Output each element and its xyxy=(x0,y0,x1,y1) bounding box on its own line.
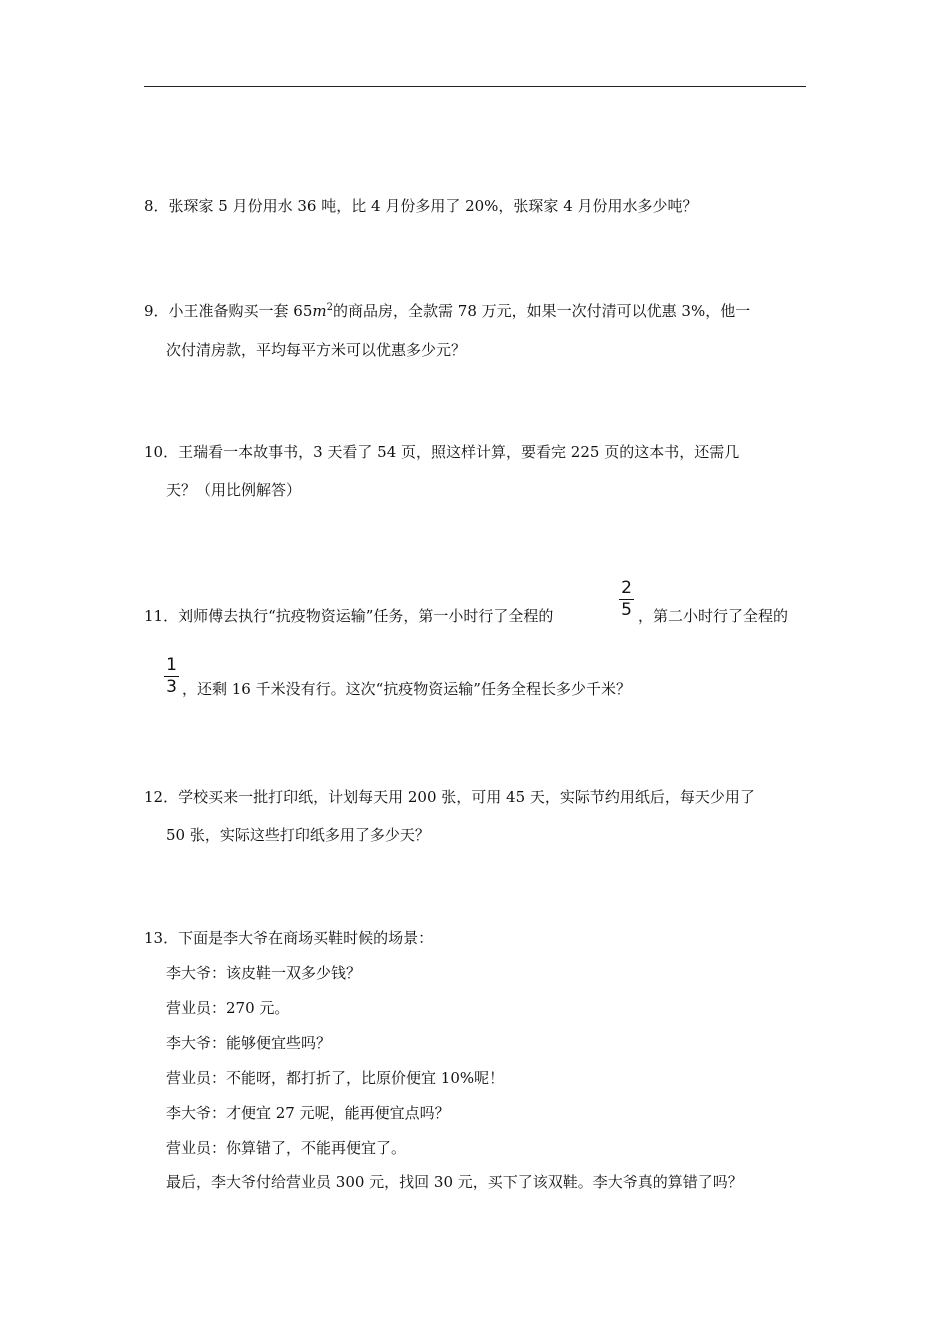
question-12-text-a: 12．学校买来一批打印纸，计划每天用 200 张，可用 45 天，实际节约用纸后，每天少用了 xyxy=(144,788,755,806)
question-11-line-1a xyxy=(144,606,553,626)
question-8-text: 8．张琛家 5 月份用水 36 吨，比 4 月份多用了 20%，张琛家 4 月份用水多少吨？ xyxy=(144,197,698,215)
question-10-line-2 xyxy=(166,480,301,500)
dialogue-line xyxy=(166,1068,504,1088)
fraction-denominator: 3 xyxy=(166,677,177,697)
question-12-text-b: 50 张，实际这些打印纸多用了多少天？ xyxy=(166,826,430,844)
dialogue-text: 李大爷：才便宜 27 元呢，能再便宜点吗？ xyxy=(166,1104,450,1122)
dialogue-line xyxy=(166,1103,450,1123)
header-rule xyxy=(144,86,806,87)
dialogue-text: 营业员：不能呀，都打折了，比原价便宜 10%呢！ xyxy=(166,1069,505,1087)
question-12-line-1 xyxy=(144,787,755,807)
dialogue-text: 李大爷：能够便宜些吗？ xyxy=(166,1034,332,1052)
question-10-text-a: 10．王瑞看一本故事书，3 天看了 54 页，照这样计算，要看完 225 页的这本书，还需几 xyxy=(144,443,740,461)
question-9-line-1 xyxy=(144,301,750,321)
fraction-numerator: 1 xyxy=(166,655,177,675)
question-10-line-1 xyxy=(144,442,739,462)
question-13-text: 13．下面是李大爷在商场买鞋时候的场景： xyxy=(144,929,434,947)
unit-superscript: 2 xyxy=(326,302,334,313)
unit-m: m xyxy=(312,302,327,320)
question-9-text-b: 的商品房，全款需 78 万元，如果一次付清可以优惠 3%，他一 xyxy=(333,302,751,320)
question-9-text-c: 次付清房款，平均每平方米可以优惠多少元？ xyxy=(166,341,467,359)
dialogue-line xyxy=(166,963,361,983)
fraction-denominator: 5 xyxy=(621,600,632,620)
question-9-text-a: 9．小王准备购买一套 65 xyxy=(144,302,313,320)
dialogue-line xyxy=(166,1172,743,1192)
dialogue-text: 营业员：你算错了，不能再便宜了。 xyxy=(166,1139,407,1157)
question-8 xyxy=(144,196,698,216)
dialogue-line xyxy=(166,1138,406,1158)
dialogue-text: 最后，李大爷付给营业员 300 元，找回 30 元，买下了该双鞋。李大爷真的算错了吗？ xyxy=(166,1173,743,1191)
question-11-line-1b xyxy=(638,606,788,626)
question-9-line-2 xyxy=(166,340,466,360)
question-11-text-a: 11．刘师傅去执行“抗疫物资运输”任务，第一小时行了全程的 xyxy=(144,607,554,625)
dialogue-line xyxy=(166,998,289,1018)
question-11-text-c: ，还剩 16 千米没有行。这次“抗疫物资运输”任务全程长多少千米？ xyxy=(182,680,631,698)
fraction-numerator: 2 xyxy=(621,578,632,598)
fraction-one-third xyxy=(164,656,179,697)
question-13-intro xyxy=(144,928,433,948)
question-12-line-2 xyxy=(166,825,430,845)
dialogue-line xyxy=(166,1033,331,1053)
question-10-text-b: 天？（用比例解答） xyxy=(166,481,302,499)
question-11-line-2 xyxy=(182,679,631,699)
dialogue-text: 李大爷：该皮鞋一双多少钱？ xyxy=(166,964,362,982)
dialogue-text: 营业员：270 元。 xyxy=(166,999,290,1017)
fraction-two-fifths xyxy=(619,579,634,620)
question-11-text-b: ，第二小时行了全程的 xyxy=(638,607,789,625)
